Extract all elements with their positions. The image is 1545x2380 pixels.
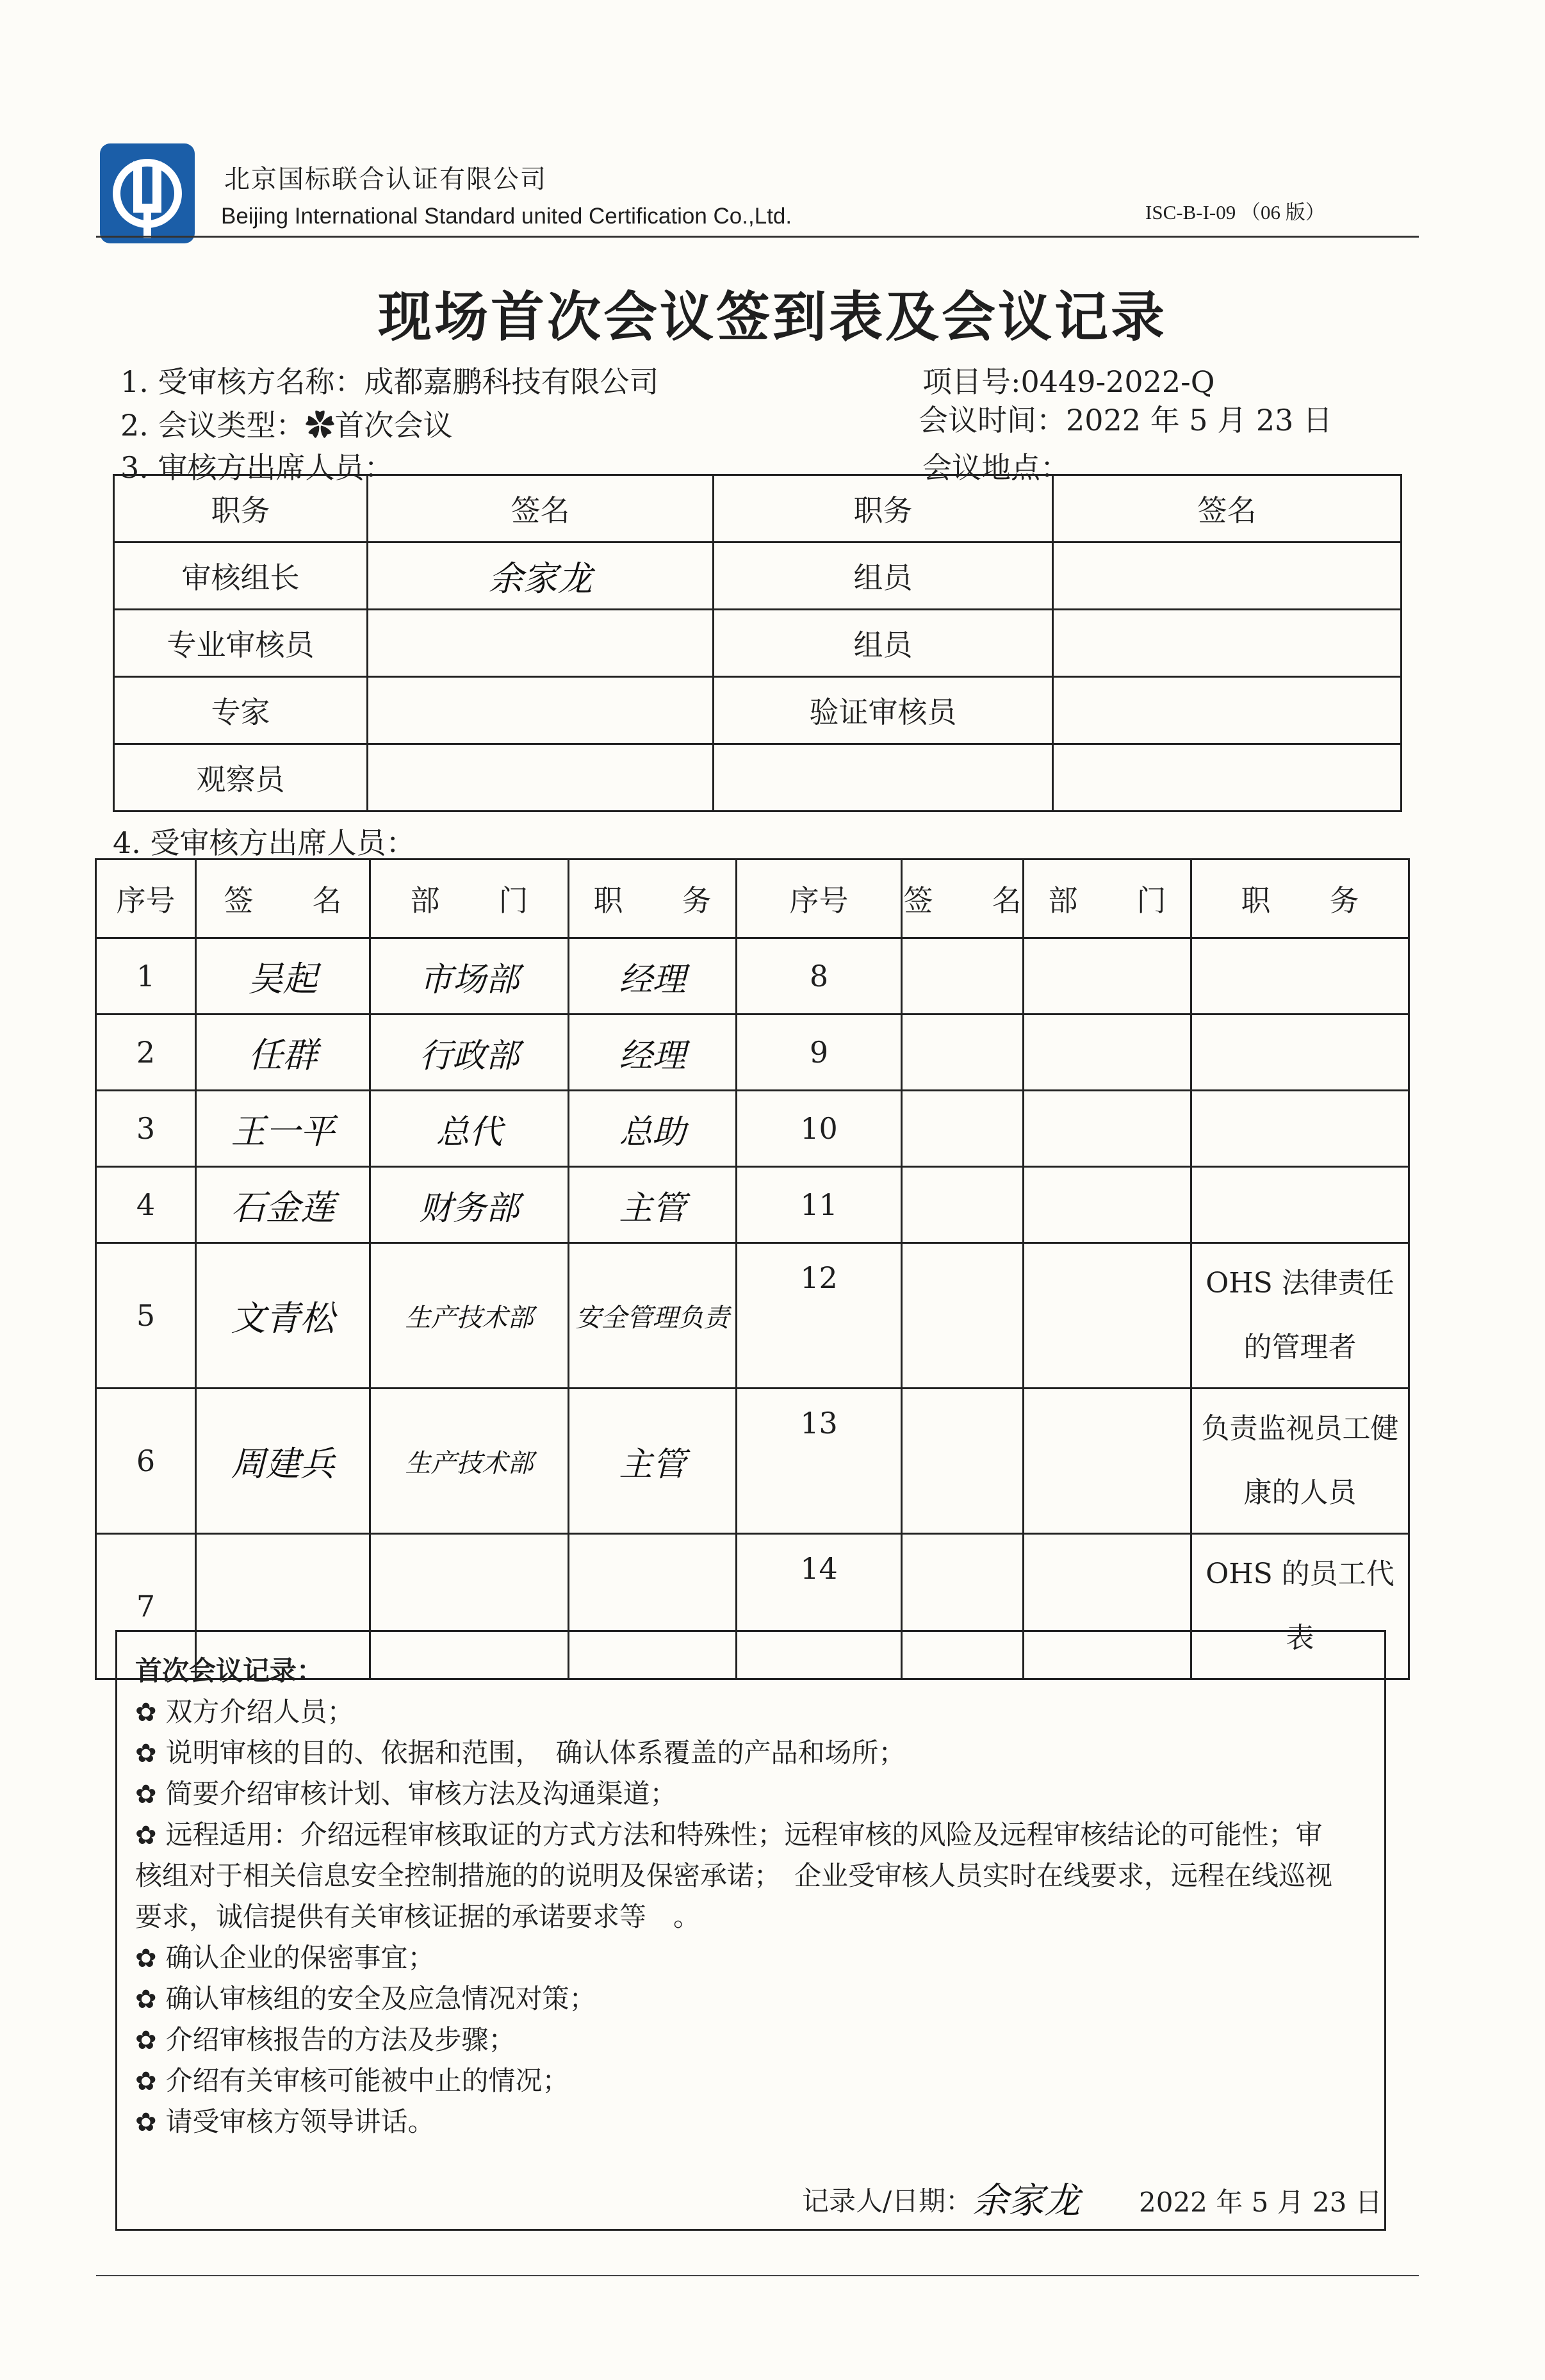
header-cell: 签名 xyxy=(1053,475,1402,542)
attendee-table xyxy=(95,858,1410,1680)
table-row xyxy=(96,1091,1409,1167)
record-line-text: 要求，诚信提供有关审核证据的承诺要求等 。 xyxy=(135,1901,701,1932)
role-cell: 观察员 xyxy=(114,744,368,811)
position-cell: 总助 xyxy=(569,1091,737,1167)
position-cell: 负责监视员工健康的人员 xyxy=(1191,1389,1409,1534)
row-number-cell: 4 xyxy=(96,1167,196,1243)
row-number-cell: 10 xyxy=(737,1091,902,1167)
signature-cell xyxy=(1053,677,1402,744)
signature-cell xyxy=(902,1243,1024,1389)
record-line xyxy=(135,1691,354,1729)
table-row xyxy=(96,1389,1409,1534)
meeting-type: 2. 会议类型：✿首次会议 xyxy=(120,408,453,443)
row-number-cell: 1 xyxy=(96,938,196,1015)
header-cell: 签名 xyxy=(368,475,714,542)
signature-cell xyxy=(368,677,714,744)
position-cell: OHS 法律责任的管理者 xyxy=(1191,1243,1409,1389)
signature-cell xyxy=(368,744,714,811)
company-logo xyxy=(99,142,196,245)
role-cell: 专家 xyxy=(114,677,368,744)
department-cell xyxy=(1024,1243,1191,1389)
table-row xyxy=(96,1167,1409,1243)
table-row xyxy=(114,744,1402,811)
signature-cell: 吴起 xyxy=(196,938,370,1015)
record-line xyxy=(135,2060,569,2098)
project-number: 项目号:0449-2022-Q xyxy=(922,364,1215,399)
header-cell: 部 门 xyxy=(370,860,569,938)
flower-bullet-icon: ✿ xyxy=(135,1985,157,2014)
role-cell: 组员 xyxy=(714,542,1053,610)
department-cell xyxy=(1024,1167,1191,1243)
role-cell: 验证审核员 xyxy=(714,677,1053,744)
header-cell: 部 门 xyxy=(1024,860,1191,938)
row-number-cell: 3 xyxy=(96,1091,196,1167)
header-cell: 签 名 xyxy=(902,860,1024,938)
flower-bullet-icon: ✿ xyxy=(135,1739,157,1768)
flower-bullet-icon: ✿ xyxy=(135,1780,157,1809)
record-line xyxy=(135,1978,596,2016)
signature-cell xyxy=(902,1091,1024,1167)
header-cell: 职务 xyxy=(714,475,1053,542)
meeting-time: 会议时间：2022 年 5 月 23 日 xyxy=(919,403,1332,437)
page-title: 现场首次会议签到表及会议记录 xyxy=(377,285,1167,348)
position-cell xyxy=(1191,1015,1409,1091)
table-row xyxy=(96,1243,1409,1389)
role-cell: 组员 xyxy=(714,610,1053,677)
record-line xyxy=(135,1855,1332,1893)
row-number-cell: 8 xyxy=(737,938,902,1015)
table-header-row xyxy=(96,860,1409,938)
row-number-cell: 7 xyxy=(96,1534,196,1679)
flower-bullet-icon: ✿ xyxy=(135,1821,157,1850)
record-date: 2022 年 5 月 23 日 xyxy=(1139,2187,1382,2218)
record-line-text: 简要介绍审核计划、审核方法及沟通渠道； xyxy=(165,1778,677,1809)
record-line-text: 介绍有关审核可能被中止的情况； xyxy=(165,2065,569,2096)
position-cell: 主管 xyxy=(569,1389,737,1534)
form-number: ISC-B-I-09 （06 版） xyxy=(1145,201,1325,224)
recorder-signature: 余家龙 xyxy=(972,2180,1080,2222)
department-cell xyxy=(1024,1389,1191,1534)
signature-cell xyxy=(1053,744,1402,811)
company-name-cn: 北京国标联合认证有限公司 xyxy=(224,165,547,194)
record-line-text: 介绍审核报告的方法及步骤； xyxy=(165,2024,516,2055)
record-line xyxy=(135,1896,700,1934)
row-number-cell: 11 xyxy=(737,1167,902,1243)
meeting-place: 会议地点： xyxy=(922,450,1070,485)
department-cell xyxy=(1024,938,1191,1015)
record-line-text: 请受审核方领导讲话。 xyxy=(165,2106,435,2137)
record-line-text: 确认企业的保密事宜； xyxy=(165,1942,435,1973)
signature-cell: 文青松 xyxy=(196,1243,370,1389)
position-cell: 主管 xyxy=(569,1167,737,1243)
table-row xyxy=(114,542,1402,610)
position-cell: 经理 xyxy=(569,938,737,1015)
role-cell: 专业审核员 xyxy=(114,610,368,677)
record-line-text: 说明审核的目的、依据和范围， 确认体系覆盖的产品和场所； xyxy=(165,1737,906,1768)
position-cell: OHS 的员工代表 xyxy=(1191,1534,1409,1679)
header-cell: 签 名 xyxy=(196,860,370,938)
header-cell: 序号 xyxy=(737,860,902,938)
flower-bullet-icon: ✿ xyxy=(135,1698,157,1727)
row-number-cell: 2 xyxy=(96,1015,196,1091)
record-line xyxy=(135,1773,677,1811)
row-number-cell: 12 xyxy=(737,1243,902,1389)
record-line-text: 远程适用：介绍远程审核取证的方式方法和特殊性；远程审核的风险及远程审核结论的可能性；审 xyxy=(165,1819,1323,1850)
position-cell: 安全管理负责 xyxy=(569,1243,737,1389)
table-row xyxy=(96,1015,1409,1091)
role-cell xyxy=(714,744,1053,811)
signature-cell xyxy=(1053,610,1402,677)
auditor-table xyxy=(113,474,1402,812)
department-cell: 生产技术部 xyxy=(370,1389,569,1534)
position-cell xyxy=(1191,1091,1409,1167)
signature-cell xyxy=(902,1015,1024,1091)
signature-cell xyxy=(1053,542,1402,610)
record-line xyxy=(135,1732,906,1770)
flower-bullet-icon: ✿ xyxy=(135,2067,157,2096)
signature-cell: 石金莲 xyxy=(196,1167,370,1243)
table-row xyxy=(114,677,1402,744)
record-line-text: 核组对于相关信息安全控制措施的的说明及保密承诺； 企业受审核人员实时在线要求，远程在线巡视 xyxy=(135,1860,1333,1891)
position-cell xyxy=(1191,1167,1409,1243)
position-cell xyxy=(1191,938,1409,1015)
record-line-text: 确认审核组的安全及应急情况对策； xyxy=(165,1983,596,2014)
row-number-cell: 13 xyxy=(737,1389,902,1534)
position-cell: 经理 xyxy=(569,1015,737,1091)
flower-bullet-icon: ✿ xyxy=(135,1944,157,1973)
department-cell: 生产技术部 xyxy=(370,1243,569,1389)
header-divider xyxy=(96,236,1419,238)
recorder-label: 记录人/日期： xyxy=(802,2185,973,2217)
row-number-cell: 9 xyxy=(737,1015,902,1091)
department-cell: 财务部 xyxy=(370,1167,569,1243)
flower-bullet-icon: ✿ xyxy=(135,2108,157,2137)
signature-cell: 任群 xyxy=(196,1015,370,1091)
meeting-record-box xyxy=(115,1630,1386,2231)
signature-cell: 王一平 xyxy=(196,1091,370,1167)
signature-cell: 余家龙 xyxy=(368,542,714,610)
header-cell: 职 务 xyxy=(1191,860,1409,938)
company-name-en: Beijing International Standard united Certification Co.,Ltd. xyxy=(221,204,792,229)
header-cell: 序号 xyxy=(96,860,196,938)
department-cell: 市场部 xyxy=(370,938,569,1015)
record-line-text: 双方介绍人员； xyxy=(165,1696,354,1727)
signature-cell xyxy=(902,1167,1024,1243)
record-line xyxy=(135,1814,1323,1852)
record-line xyxy=(135,2019,516,2057)
record-line xyxy=(135,1937,435,1975)
signature-cell: 周建兵 xyxy=(196,1389,370,1534)
department-cell: 行政部 xyxy=(370,1015,569,1091)
signature-cell xyxy=(902,1389,1024,1534)
table-row xyxy=(96,938,1409,1015)
department-cell xyxy=(1024,1015,1191,1091)
auditee-name: 1. 受审核方名称：成都嘉鹏科技有限公司 xyxy=(120,364,659,399)
flower-bullet-icon: ✿ xyxy=(135,2026,157,2055)
record-line xyxy=(135,2101,435,2139)
signature-cell xyxy=(368,610,714,677)
table-row xyxy=(114,610,1402,677)
role-cell: 审核组长 xyxy=(114,542,368,610)
signature-cell xyxy=(902,938,1024,1015)
auditee-attendees-label: 4. 受审核方出席人员： xyxy=(113,826,416,860)
table-header-row xyxy=(114,475,1402,542)
record-title: 首次会议记录： xyxy=(135,1655,324,1686)
department-cell xyxy=(1024,1091,1191,1167)
row-number-cell: 5 xyxy=(96,1243,196,1389)
footer-divider xyxy=(96,2275,1419,2276)
auditor-attendees-label: 3. 审核方出席人员： xyxy=(120,450,394,485)
department-cell: 总代 xyxy=(370,1091,569,1167)
row-number-cell: 6 xyxy=(96,1389,196,1534)
row-number-cell: 14 xyxy=(737,1534,902,1679)
header-cell: 职务 xyxy=(114,475,368,542)
header-cell: 职 务 xyxy=(569,860,737,938)
